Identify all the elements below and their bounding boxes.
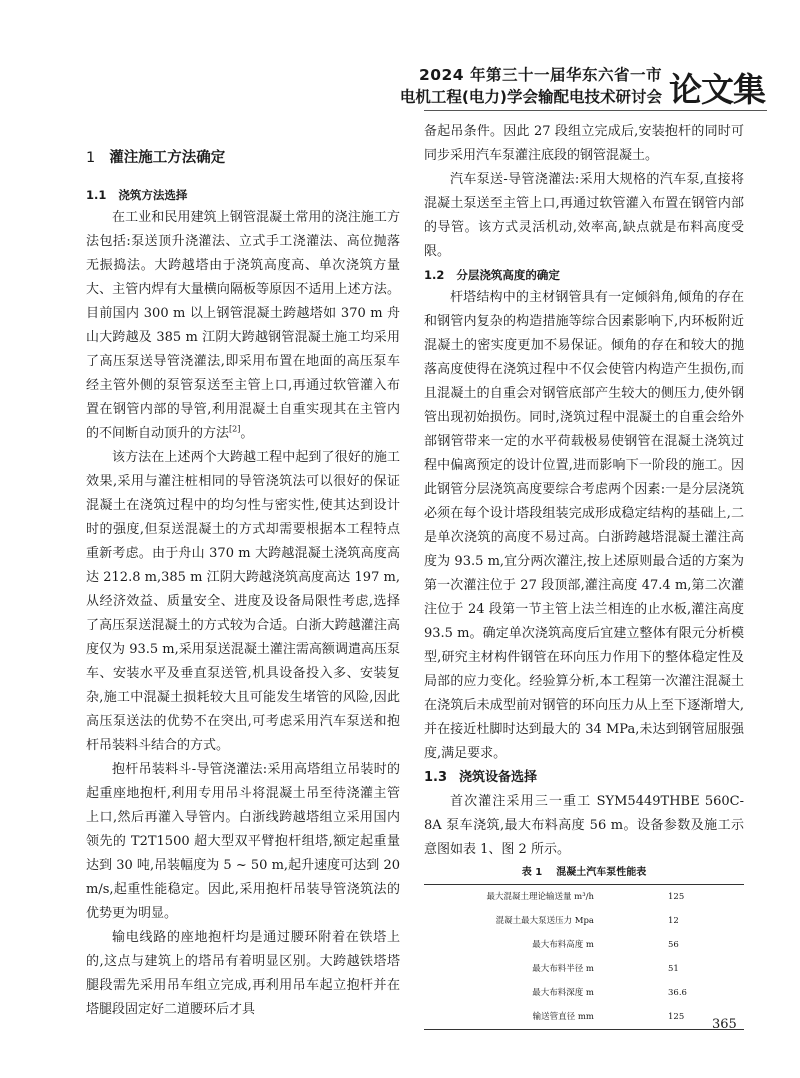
subsection-heading bbox=[86, 184, 400, 206]
table-caption bbox=[424, 864, 744, 882]
table-row bbox=[424, 981, 744, 1005]
paragraph bbox=[86, 206, 400, 446]
table-cell-value: 36.6 bbox=[668, 988, 687, 998]
section-heading bbox=[86, 144, 400, 172]
table-cell-value: 12 bbox=[668, 916, 679, 926]
paragraph: 抱杆吊装料斗-导管浇灌法:采用高塔组立吊装时的起重座地抱杆,利用专用吊斗将混凝土吊至待浇灌主管上口,然后再灌入导管内。白浙线跨越塔组立采用国内领先的 T2T1500 超大型双平臂抱杆组塔,额定起重量达到 30 吨,吊装幅度为 5 ~ 50 m,起升速度可达到 20 m/s,起重性能稳定。因此,采用抱杆吊装导管浇筑法的优势更为明显。 bbox=[86, 762, 400, 921]
citation-ref: [2] bbox=[229, 424, 241, 434]
paragraph-text: 在工业和民用建筑上钢管混凝土常用的浇注施工方法包括:泵送顶升浇灌法、立式手工浇灌法、高位抛落无振捣法。大跨越塔由于浇筑高度高、单次浇筑方量大、主管内焊有大量横向隔板等原因不适用上述方法。目前国内 300 m 以上钢管混凝土跨越塔如 370 m 舟山大跨越及 385 m 江阴大跨越钢管混凝土施工均采用了高压泵送导管浇灌法,即采用布置在地面的高压泵车经主管外侧的泵管泵送至主管上口,再通过软管灌入布置在钢管内部的导管,利用混凝土自重实现其在主管内的不间断自动顶升的方法 bbox=[86, 210, 400, 441]
subsection-number: 1.2 bbox=[424, 268, 445, 282]
table-cell-parameter: 最大布料高度 m bbox=[532, 940, 594, 950]
table-cell-parameter: 最大布料深度 m bbox=[532, 988, 594, 998]
right-column bbox=[424, 120, 744, 1030]
page-number: 365 bbox=[712, 1017, 737, 1032]
table-number: 表 1 bbox=[521, 867, 543, 878]
subsection-heading bbox=[424, 766, 744, 790]
paragraph-end: 。 bbox=[240, 426, 254, 441]
subsection-number: 1.3 bbox=[424, 770, 448, 785]
running-header bbox=[0, 0, 800, 120]
subsection-number: 1.1 bbox=[86, 188, 107, 202]
pump-performance-table bbox=[424, 884, 744, 1030]
table-cell-parameter: 最大混凝土理论输送量 m³/h bbox=[424, 885, 640, 910]
table-row bbox=[424, 885, 744, 910]
paragraph: 该方法在上述两个大跨越工程中起到了很好的施工效果,采用与灌注桩相同的导管浇筑法可以很好的保证混凝土在浇筑过程中的均匀性与密实性,使其达到设计时的强度,但泵送混凝土的方式却需要根据本工程特点重新考虑。由于舟山 370 m 大跨越混凝土浇筑高度高达 212.8 m,385 m 江阴大跨越浇筑高度高达 197 m,从经济效益、质量安全、进度及设备局限性考虑,选择了高压泵送混凝土的方式较为合适。白浙大跨越灌注高度仅为 93.5 m,采用泵送混凝土灌注需高额调遣高压泵车、安装水平及垂直泵送管,机具设备投入多、安装复杂,施工中混凝土损耗较大且可能发生堵管的风险,因此高压泵送法的优势不在突出,可考虑采用汽车泵送和抱杆吊装料斗结合的方式。 bbox=[86, 450, 400, 753]
section-number: 1 bbox=[86, 150, 96, 166]
table-cell-parameter: 混凝土最大泵送压力 Mpa bbox=[495, 916, 594, 926]
paragraph: 首次灌注采用三一重工 SYM5449THBE 560C-8A 泵车浇筑,最大布料高度 56 m。设备参数及施工示意图如表 1、图 2 所示。 bbox=[424, 794, 744, 857]
paragraph: 备起吊条件。因此 27 段组立完成后,安装抱杆的同时可同步采用汽车泵灌注底段的钢管混凝土。 bbox=[424, 124, 744, 163]
table-row bbox=[424, 957, 744, 981]
paragraph: 汽车泵送-导管浇灌法:采用大规格的汽车泵,直接将混凝土泵送至主管上口,再通过软管灌入布置在钢管内部的导管。该方式灵活机动,效率高,缺点就是布料高度受限。 bbox=[424, 172, 744, 259]
subsection-title: 浇筑方法选择 bbox=[118, 188, 188, 202]
paragraph: 杆塔结构中的主材钢管具有一定倾斜角,倾角的存在和钢管内复杂的构造措施等综合因素影响下,内环板附近混凝土的密实度更加不易保证。倾角的存在和较大的抛落高度使得在浇筑过程中不仅会使管内构造产生损伤,而且混凝土的自重会对钢管底部产生较大的侧压力,使外钢管出现初始损伤。同时,浇筑过程中混凝土的自重会给外部钢管带来一定的水平荷载极易使钢管在混凝土浇筑过程中偏离预定的设计位置,进而影响下一阶段的施工。因此钢管分层浇筑高度要综合考虑两个因素:一是分层浇筑必须在每个设计塔段组装完成形成稳定结构的基础上,二是单次浇筑的高度不易过高。白浙跨越塔混凝土灌注高度为 93.5 m,宜分两次灌注,按上述原则最合适的方案为第一次灌注位于 27 段顶部,灌注高度 47.4 m,第二次灌注位于 24 段第一节主管上法兰相连的止水板,灌注高度 93.5 m。确定单次浇筑高度后宜建立整体有限元分析模型,研究主材构件钢管在环向压力作用下的整体稳定性及局部的应力变化。经验算分析,本工程第一次灌注混凝土在浇筑后未成型前对钢管的环向压力从上至下逐渐增大,并在接近杜脚时达到最大的 34 MPa,未达到钢管屈服强度,满足要求。 bbox=[424, 290, 744, 761]
table-cell-parameter: 最大布料半径 m bbox=[532, 964, 594, 974]
section-title: 灌注施工方法确定 bbox=[109, 150, 226, 166]
table-row bbox=[424, 909, 744, 933]
header-rule bbox=[424, 110, 767, 111]
conference-title-line2: 电机工程(电力)学会输配电技术研讨会 bbox=[399, 88, 662, 106]
table-cell-value: 125 bbox=[640, 885, 744, 910]
subsection-title: 分层浇筑高度的确定 bbox=[456, 268, 560, 282]
proceedings-label: 论文集 bbox=[669, 70, 765, 109]
paragraph: 输电线路的座地抱杆均是通过腰环附着在铁塔上的,这点与建筑上的塔吊有着明显区别。大跨越铁塔塔腿段需先采用吊车组立完成,再利用吊车起立抱杆并在塔腿段固定好二道腰环后才具 bbox=[86, 930, 400, 1017]
subsection-title: 浇筑设备选择 bbox=[459, 770, 538, 785]
table-cell-value: 51 bbox=[668, 964, 679, 974]
table-cell-value: 125 bbox=[640, 1005, 744, 1030]
left-column bbox=[86, 144, 400, 1022]
table-row bbox=[424, 1005, 744, 1030]
table-cell-value: 56 bbox=[668, 940, 679, 950]
table-row bbox=[424, 933, 744, 957]
table-title: 混凝土汽车泵性能表 bbox=[556, 867, 647, 878]
subsection-heading bbox=[424, 264, 744, 286]
table-cell-parameter: 输送管直径 mm bbox=[424, 1005, 640, 1030]
conference-title-line1: 2024 年第三十一届华东六省一市 bbox=[418, 66, 662, 84]
